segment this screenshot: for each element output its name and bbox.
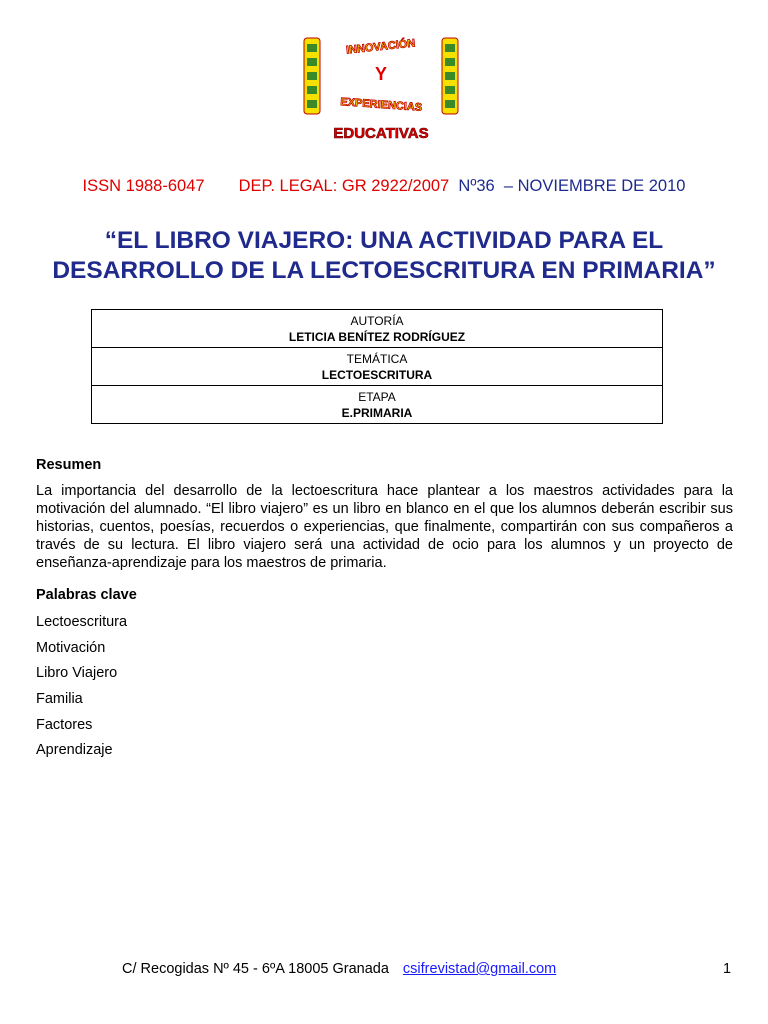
info-label: TEMÁTICA <box>346 351 408 366</box>
logo-line2: Y <box>374 64 388 84</box>
keyword-item: Aprendizaje <box>36 742 113 759</box>
keywords-list <box>36 612 127 766</box>
info-value: LECTOESCRITURA <box>321 367 433 382</box>
abstract-text: La importancia del desarrollo de la lectoescritura hace plantear a los maestros actividades para la motivación del alumnado. “El libro viajero” es un libro en blanco en el que los alumnos deberán escribir sus historias, cuentos, poesías, recuerdos o experiencias, que finalmente, compartirán con sus compañeros a través de su lectura. El libro viajero será una actividad de ocio para los alumnos y un proyecto de enseñanza-aprendizaje para los maestros de primaria. <box>36 483 733 571</box>
article-title: “EL LIBRO VIAJERO: UNA ACTIVIDAD PARA EL DESARROLLO DE LA LECTOESCRITURA EN PRIMARIA” <box>52 227 716 284</box>
info-label: AUTORÍA <box>350 313 404 328</box>
issn: ISSN 1988-6047 <box>82 177 205 195</box>
info-label: ETAPA <box>358 389 396 404</box>
issn-line <box>0 177 768 196</box>
info-value: LETICIA BENÍTEZ RODRÍGUEZ <box>288 329 466 344</box>
page-number: 1 <box>723 961 732 977</box>
keyword-item: Familia <box>36 691 83 708</box>
keyword-item: Lectoescritura <box>36 614 128 630</box>
info-row-author <box>92 310 663 348</box>
footer <box>122 961 556 977</box>
logo-left-ribbon <box>304 38 320 114</box>
info-row-topic <box>92 348 663 386</box>
keyword-item: Motivación <box>36 639 106 656</box>
keywords-heading: Palabras clave <box>36 587 137 603</box>
keyword-item: Libro Viajero <box>36 665 118 682</box>
footer-email-link[interactable]: csifrevistad@gmail.com <box>402 961 557 977</box>
keyword-item: Factores <box>36 716 93 733</box>
footer-address: C/ Recogidas Nº 45 - 6ºA 18005 Granada <box>122 961 389 977</box>
logo-line3: EXPERIENCIAS <box>339 96 423 114</box>
abstract-heading: Resumen <box>36 457 102 473</box>
issue-number: Nº36 <box>458 177 495 195</box>
logo-line4: EDUCATIVAS <box>333 125 429 142</box>
info-value: E.PRIMARIA <box>341 405 413 420</box>
issue-date: – NOVIEMBRE DE 2010 <box>503 177 686 195</box>
journal-logo <box>296 30 466 148</box>
logo-line1: INNOVACIÓN <box>345 37 416 57</box>
info-row-stage <box>92 386 663 424</box>
logo-right-ribbon <box>442 38 458 114</box>
dep-legal: DEP. LEGAL: GR 2922/2007 <box>238 177 450 195</box>
article-info-table <box>91 309 663 424</box>
